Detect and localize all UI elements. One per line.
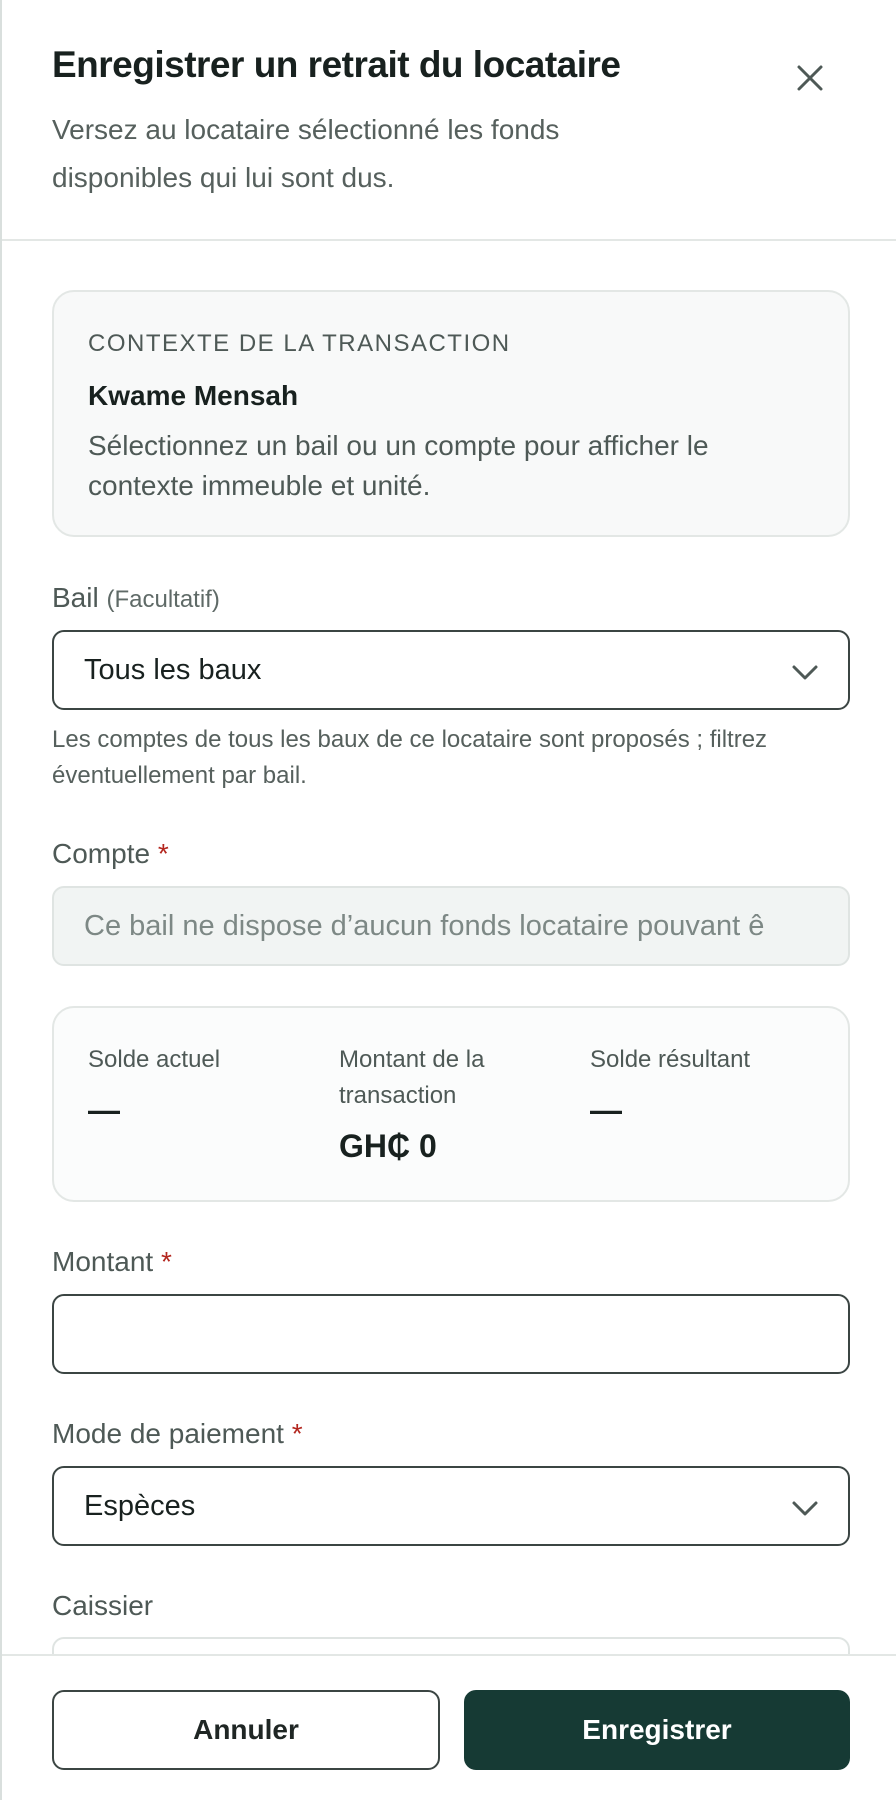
payment-method-value: Espèces [84,1490,196,1522]
context-description: Sélectionnez un bail ou un compte pour afficher le contexte immeuble et unité. [88,430,709,501]
save-button[interactable]: Enregistrer [464,1690,850,1770]
lease-select-value: Tous les baux [84,654,262,686]
resulting-balance [590,1042,820,1129]
transaction-amount [339,1042,569,1165]
cashier-label: Caissier [52,1590,154,1621]
chevron-down-icon [790,658,820,686]
transaction-context-card [52,290,850,537]
drawer-title: Enregistrer un retrait du locataire [52,44,621,85]
amount-label [52,1246,172,1278]
amount-label-text: Montant [52,1246,154,1277]
required-marker: * [291,1418,303,1449]
resulting-balance-value: — [590,1092,622,1128]
context-heading: CONTEXTE DE LA TRANSACTION [88,330,511,357]
drawer-subtitle: Versez au locataire sélectionné les fonds disponibles qui lui sont dus. [52,114,560,193]
lease-label [52,582,220,614]
account-placeholder: Ce bail ne dispose d’aucun fonds locataire pouvant ê [84,910,765,942]
account-label [52,838,169,870]
chevron-down-icon [790,1494,820,1522]
account-label-text: Compte [52,838,151,869]
transaction-amount-label: Montant de la transaction [339,1046,485,1109]
tenant-name: Kwame Mensah [88,380,299,411]
required-marker: * [157,838,169,869]
lease-label-text: Bail [52,582,99,613]
transaction-amount-value: GH₵ 0 [339,1128,437,1164]
drawer-footer [2,1654,896,1800]
lease-helper-text: Les comptes de tous les baux de ce locataire sont proposés ; filtrez éventuellement par bail. [52,726,768,789]
amount-input[interactable] [52,1294,850,1374]
current-balance-label: Solde actuel [88,1046,221,1073]
payment-method-select[interactable] [52,1466,850,1546]
lease-select[interactable] [52,630,850,710]
balance-summary-card [52,1006,850,1202]
drawer-header [2,0,896,241]
current-balance-value: — [88,1092,120,1128]
payment-method-label [52,1418,303,1450]
payment-method-label-text: Mode de paiement [52,1418,284,1449]
required-marker: * [160,1246,172,1277]
optional-tag: (Facultatif) [106,586,220,613]
close-icon [795,63,825,98]
account-select [52,886,850,966]
current-balance [88,1042,318,1129]
resulting-balance-label: Solde résultant [590,1046,751,1073]
close-button[interactable] [788,58,832,102]
cancel-button[interactable]: Annuler [52,1690,440,1770]
